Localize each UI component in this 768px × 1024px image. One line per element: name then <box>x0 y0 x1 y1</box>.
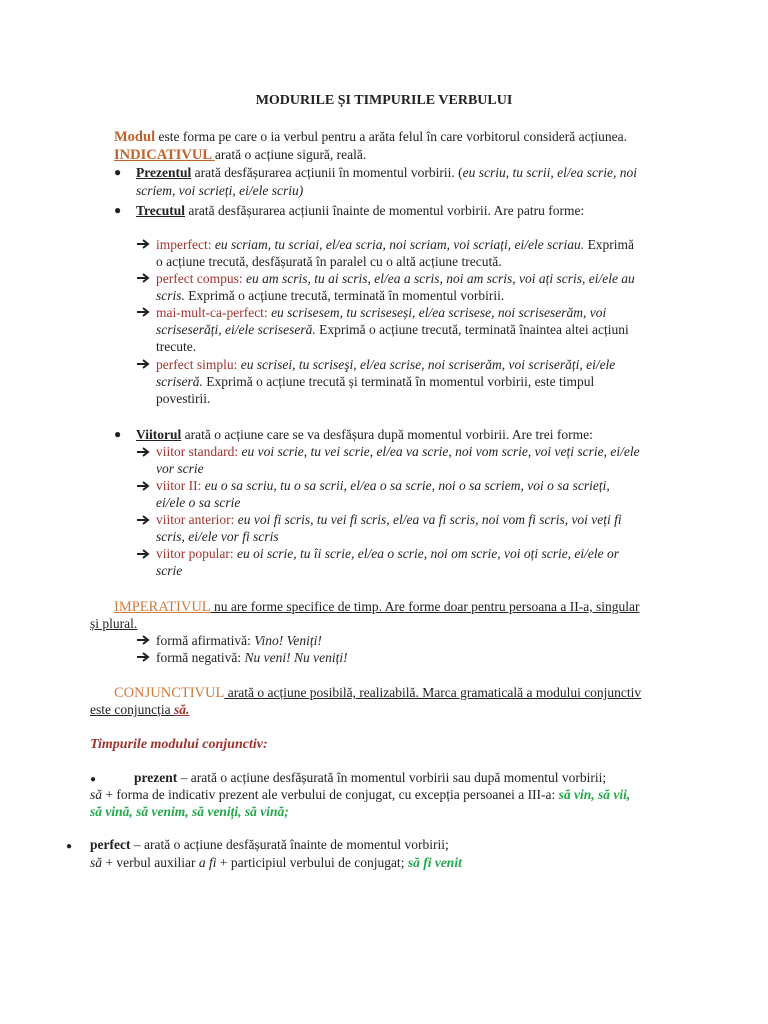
bullet-icon: ● <box>90 774 97 785</box>
perfect-compus-example-2: scris. <box>156 288 185 303</box>
imperfect-example: eu scriam, tu scriai, el/ea scria, noi scriam, voi scriați, ei/ele scriau. <box>211 237 585 252</box>
perfect-compus-line-1 <box>156 270 635 287</box>
conj-perfect-rule-2: + participiul verbului de conjugat; <box>216 855 408 870</box>
mmcp-example: eu scrisesem, tu scriseseși, el/ea scrisese, noi scriseserăm, voi <box>267 305 607 320</box>
imperfect-line-2: o acțiune trecută, desfășurată în paralel cu o altă acțiune trecută. <box>156 254 502 269</box>
mmcp-line-1 <box>156 304 606 321</box>
conj-perfect-text: – arată o acțiune desfășurată înainte de momentul vorbirii; <box>130 837 449 852</box>
conj-prezent-line-3: să vină, să venim, să veniți, să vină; <box>90 804 289 819</box>
arrow-right-icon <box>136 514 150 526</box>
imperfect-name: imperfect: <box>156 237 212 252</box>
modul-definition: este forma pe care o ia verbul pentru a arăta felul în care vorbitorul consideră acțiunea. <box>155 129 627 144</box>
prezent-example-1: eu scriu, tu scrii, el/ea scrie, noi <box>462 165 637 180</box>
perfect-simplu-line-2 <box>156 373 594 390</box>
viitor-standard-line-1 <box>156 443 640 460</box>
arrow-right-icon <box>136 306 150 318</box>
arrow-right-icon <box>136 238 150 250</box>
indicativ-heading <box>114 146 366 164</box>
modul-term: Modul <box>114 129 156 145</box>
viitor-popular-line-1 <box>156 545 619 562</box>
mmcp-text: Exprimă o acțiune trecută, terminată înaintea altei acțiuni <box>315 322 629 337</box>
viitor-popular-example: eu oi scrie, tu îi scrie, el/ea o scrie, noi om scrie, voi oți scrie, ei/ele or <box>233 546 620 561</box>
conj-perfect-line-2 <box>90 854 462 871</box>
trecut-line <box>136 202 584 219</box>
conj-prezent-rule: + forma de indicativ prezent ale verbului de conjugat, cu excepția persoanei a III-a: <box>102 787 559 802</box>
mmcp-example-2: scriseserăți, ei/ele scriseseră. <box>156 322 316 337</box>
prezent-example-2: scriem, voi scrieți, ei/ele scriu) <box>136 183 304 198</box>
bullet-icon: ● <box>114 203 122 217</box>
viitor-ii-line-1 <box>156 477 610 494</box>
conjunctiv-tenses-heading: Timpurile modului conjunctiv: <box>90 737 268 752</box>
viitor-popular-name: viitor popular: <box>156 546 234 561</box>
conj-prezent-example: să vin, să vii, <box>558 787 631 802</box>
conj-perfect-line-1 <box>90 836 449 853</box>
viitor-standard-example: eu voi scrie, tu vei scrie, el/ea va scrie, noi vom scrie, voi veți scrie, ei/ele <box>238 444 640 459</box>
imperativ-negativ <box>156 649 348 666</box>
viitor-standard-name: viitor standard: <box>156 444 239 459</box>
imperativ-text: nu are forme specifice de timp. Are forme doar pentru persoana a II-a, singular <box>210 599 640 614</box>
conjunctiv-text: arată o acțiune posibilă, realizabilă. Marca gramaticală a modului conjunctiv <box>224 685 642 700</box>
conjunctiv-label: CONJUNCTIVUL <box>114 685 225 701</box>
negativ-label: formă negativă: <box>156 650 245 665</box>
conjunctiv-line-1 <box>114 684 641 702</box>
conj-perfect-rule-1: + verbul auxiliar <box>102 855 199 870</box>
conj-perfect-example: să fi venit <box>407 855 462 870</box>
perfect-compus-line-2 <box>156 287 504 304</box>
prezent-term: Prezentul <box>136 165 192 180</box>
arrow-right-icon <box>136 634 150 646</box>
perfect-simplu-example-2: scriseră. <box>156 374 203 389</box>
perfect-compus-text: Exprimă o acțiune trecută, terminată în momentul vorbirii. <box>184 288 505 303</box>
arrow-right-icon <box>136 446 150 458</box>
arrow-right-icon <box>136 548 150 560</box>
conj-perfect-term: perfect <box>90 837 131 852</box>
conjunctiv-marker: să. <box>173 702 190 717</box>
bullet-icon: ● <box>66 841 73 852</box>
afirmativ-label: formă afirmativă: <box>156 633 255 648</box>
imperfect-line-1 <box>156 236 634 253</box>
trecut-text: arată desfășurarea acțiunii înainte de momentul vorbirii. Are patru forme: <box>185 203 585 218</box>
afirmativ-example: Vino! Veniți! <box>254 633 322 648</box>
arrow-right-icon <box>136 651 150 663</box>
perfect-compus-example: eu am scris, tu ai scris, el/ea a scris, noi am scris, voi ați scris, ei/ele au <box>242 271 635 286</box>
perfect-simplu-line-3: povestirii. <box>156 391 211 406</box>
mmcp-line-3: trecute. <box>156 339 197 354</box>
conjunctiv-line-2 <box>90 701 189 718</box>
conj-prezent-sa: să <box>90 787 103 802</box>
mmcp-name: mai-mult-ca-perfect: <box>156 305 268 320</box>
page-title: MODURILE ȘI TIMPURILE VERBULUI <box>255 93 513 108</box>
arrow-right-icon <box>136 272 150 284</box>
viitor-text: arată o acțiune care se va desfășura după momentul vorbirii. Are trei forme: <box>181 427 593 442</box>
arrow-right-icon <box>136 480 150 492</box>
perfect-simplu-name: perfect simplu: <box>156 357 238 372</box>
conj-prezent-term: prezent <box>134 770 178 785</box>
conj-prezent-line-1 <box>134 769 606 786</box>
prezent-line-1 <box>136 164 637 181</box>
viitor-line <box>136 426 593 443</box>
viitor-ii-line-2: ei/ele o sa scrie <box>156 495 241 510</box>
indicativ-desc: arată o acțiune sigură, reală. <box>214 147 367 162</box>
viitor-ii-example: eu o sa scriu, tu o sa scrii, el/ea o sa scrie, noi o sa scriem, voi o sa scrieți, <box>201 478 610 493</box>
bullet-icon: ● <box>114 165 122 179</box>
viitor-standard-line-2: vor scrie <box>156 461 204 476</box>
conjunctiv-text-2: este conjuncția <box>90 702 174 717</box>
perfect-simplu-example: eu scrisei, tu scriseşi, el/ea scrise, noi scriserăm, voi scriserăți, ei/ele <box>237 357 616 372</box>
conj-prezent-text: – arată o acțiune desfășurată în momentul vorbirii sau după momentul vorbirii; <box>177 770 607 785</box>
viitor-anterior-line-2: scris, ei/ele vor fi scris <box>156 529 279 544</box>
arrow-right-icon <box>136 358 150 370</box>
viitor-anterior-name: viitor anterior: <box>156 512 235 527</box>
prezent-text: arată desfășurarea acțiunii în momentul vorbirii. ( <box>191 165 463 180</box>
negativ-example: Nu veni! Nu veniți! <box>244 650 348 665</box>
imperativ-line-2: și plural. <box>90 616 138 631</box>
mmcp-line-2 <box>156 321 629 338</box>
trecut-term: Trecutul <box>136 203 185 218</box>
viitor-anterior-line-1 <box>156 511 622 528</box>
viitor-term: Viitorul <box>136 427 182 442</box>
imperativ-label: IMPERATIVUL <box>114 599 211 615</box>
indicativ-label: INDICATIVUL <box>114 147 215 163</box>
conj-prezent-line-2 <box>90 786 630 803</box>
viitor-popular-line-2: scrie <box>156 563 183 578</box>
intro-line <box>114 128 627 146</box>
bullet-icon: ● <box>114 427 122 441</box>
imperativ-line-1 <box>114 598 640 616</box>
viitor-ii-name: viitor II: <box>156 478 202 493</box>
imperativ-afirmativ <box>156 632 322 649</box>
perfect-simplu-line-1 <box>156 356 615 373</box>
perfect-simplu-text: Exprimă o acțiune trecută și terminată în momentul vorbirii, este timpul <box>202 374 595 389</box>
conj-perfect-sa: să <box>90 855 103 870</box>
perfect-compus-name: perfect compus: <box>156 271 243 286</box>
conj-perfect-aux: a fi <box>198 855 217 870</box>
viitor-anterior-example: eu voi fi scris, tu vei fi scris, el/ea va fi scris, noi vom fi scris, voi veți fi <box>234 512 622 527</box>
imperfect-tail: Exprimă <box>584 237 635 252</box>
